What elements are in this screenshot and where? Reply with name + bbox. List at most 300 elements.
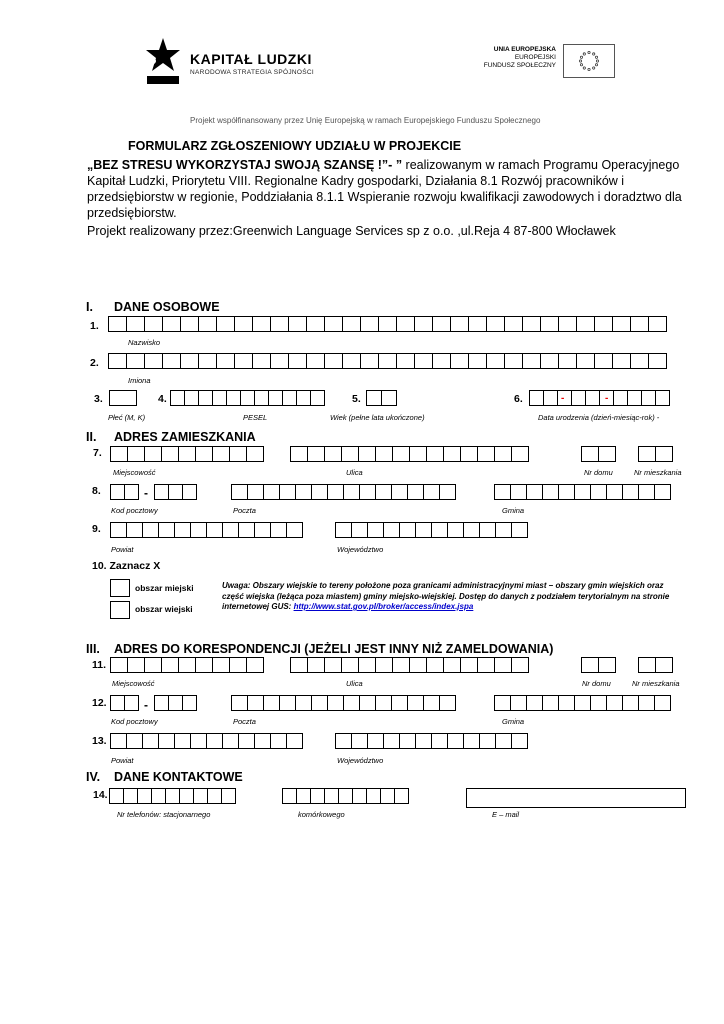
input-cell[interactable] xyxy=(638,695,655,711)
input-cell[interactable] xyxy=(282,390,297,406)
input-cell[interactable] xyxy=(182,484,197,500)
input-cell[interactable] xyxy=(252,316,271,332)
input-cell[interactable] xyxy=(581,657,599,673)
voivodeship-label: Województwo xyxy=(337,545,384,554)
input-cell[interactable] xyxy=(279,695,296,711)
input-cell[interactable] xyxy=(207,788,222,804)
input-cell[interactable] xyxy=(638,446,656,462)
input-cell[interactable] xyxy=(655,390,670,406)
input-cell[interactable] xyxy=(638,657,656,673)
input-cell[interactable] xyxy=(126,316,145,332)
input-cell[interactable] xyxy=(168,695,183,711)
input-cell[interactable] xyxy=(212,657,230,673)
input-cell[interactable] xyxy=(154,695,169,711)
input-cell[interactable] xyxy=(324,316,343,332)
input-cell[interactable] xyxy=(231,484,248,500)
input-cell[interactable] xyxy=(522,353,541,369)
input-cell[interactable] xyxy=(342,316,361,332)
input-cell[interactable] xyxy=(231,695,248,711)
input-cell[interactable] xyxy=(606,695,623,711)
input-cell[interactable] xyxy=(392,446,410,462)
input-cell[interactable] xyxy=(439,484,456,500)
input-cell[interactable] xyxy=(558,353,577,369)
input-cell[interactable] xyxy=(540,353,559,369)
input-cell[interactable] xyxy=(254,733,271,749)
input-cell[interactable] xyxy=(254,522,271,538)
input-cell[interactable] xyxy=(324,657,342,673)
input-cell[interactable] xyxy=(612,316,631,332)
input-cell[interactable] xyxy=(495,522,512,538)
input-cell[interactable] xyxy=(494,657,512,673)
input-cell[interactable] xyxy=(477,657,495,673)
mobile-input[interactable] xyxy=(282,788,408,804)
input-cell[interactable] xyxy=(426,657,444,673)
input-cell[interactable] xyxy=(221,788,236,804)
input-cell[interactable] xyxy=(127,446,145,462)
input-cell[interactable] xyxy=(399,522,416,538)
input-cell[interactable] xyxy=(460,446,478,462)
input-cell[interactable] xyxy=(654,695,671,711)
input-cell[interactable] xyxy=(558,316,577,332)
input-cell[interactable] xyxy=(270,522,287,538)
input-cell[interactable] xyxy=(144,657,162,673)
input-cell[interactable] xyxy=(380,788,395,804)
input-cell[interactable] xyxy=(542,484,559,500)
input-cell[interactable] xyxy=(510,695,527,711)
input-cell[interactable] xyxy=(158,522,175,538)
input-cell[interactable] xyxy=(511,446,529,462)
input-cell[interactable] xyxy=(529,390,544,406)
input-cell[interactable] xyxy=(375,695,392,711)
input-cell[interactable] xyxy=(252,353,271,369)
input-cell[interactable] xyxy=(542,695,559,711)
landline-input[interactable] xyxy=(109,788,235,804)
input-cell[interactable] xyxy=(394,788,409,804)
input-cell[interactable] xyxy=(184,390,199,406)
input-cell[interactable] xyxy=(234,316,253,332)
input-cell[interactable] xyxy=(263,695,280,711)
input-cell[interactable] xyxy=(247,695,264,711)
input-cell[interactable] xyxy=(460,657,478,673)
input-cell[interactable] xyxy=(358,446,376,462)
input-cell[interactable] xyxy=(216,353,235,369)
input-cell[interactable] xyxy=(540,316,559,332)
input-cell[interactable] xyxy=(174,522,191,538)
input-cell[interactable] xyxy=(378,353,397,369)
input-cell[interactable] xyxy=(431,522,448,538)
corr-voivodeship-input[interactable] xyxy=(335,733,527,749)
input-cell[interactable] xyxy=(110,657,128,673)
input-cell[interactable] xyxy=(222,522,239,538)
input-cell[interactable] xyxy=(409,657,427,673)
input-cell[interactable] xyxy=(504,353,523,369)
input-cell[interactable] xyxy=(195,446,213,462)
input-cell[interactable] xyxy=(110,522,127,538)
input-cell[interactable] xyxy=(222,733,239,749)
input-cell[interactable] xyxy=(306,316,325,332)
dob-input[interactable] xyxy=(529,390,669,406)
postal-code-part1-input[interactable] xyxy=(110,484,138,500)
input-cell[interactable] xyxy=(288,316,307,332)
input-cell[interactable] xyxy=(144,446,162,462)
input-cell[interactable] xyxy=(443,446,461,462)
gus-link[interactable]: http://www.stat.gov.pl/broker/access/index.jspa xyxy=(293,602,474,611)
sex-input[interactable] xyxy=(109,390,136,406)
input-cell[interactable] xyxy=(296,390,311,406)
input-cell[interactable] xyxy=(170,390,185,406)
input-cell[interactable] xyxy=(638,484,655,500)
input-cell[interactable] xyxy=(263,484,280,500)
input-cell[interactable] xyxy=(576,353,595,369)
input-cell[interactable] xyxy=(198,353,217,369)
input-cell[interactable] xyxy=(655,446,673,462)
corr-commune-input[interactable] xyxy=(494,695,670,711)
input-cell[interactable] xyxy=(229,446,247,462)
names-input[interactable] xyxy=(108,353,666,369)
corr-postal-code-part1-input[interactable] xyxy=(110,695,138,711)
input-cell[interactable] xyxy=(648,353,667,369)
input-cell[interactable] xyxy=(180,316,199,332)
input-cell[interactable] xyxy=(137,788,152,804)
input-cell[interactable] xyxy=(598,657,616,673)
corr-house-number-input[interactable] xyxy=(581,657,615,673)
input-cell[interactable] xyxy=(335,522,352,538)
input-cell[interactable] xyxy=(154,484,169,500)
input-cell[interactable] xyxy=(558,484,575,500)
input-cell[interactable] xyxy=(110,484,125,500)
input-cell[interactable] xyxy=(295,695,312,711)
input-cell[interactable] xyxy=(494,484,511,500)
surname-input[interactable] xyxy=(108,316,666,332)
corr-county-input[interactable] xyxy=(110,733,302,749)
input-cell[interactable] xyxy=(341,446,359,462)
input-cell[interactable] xyxy=(290,657,308,673)
input-cell[interactable] xyxy=(654,484,671,500)
input-cell[interactable] xyxy=(358,657,376,673)
input-cell[interactable] xyxy=(190,522,207,538)
input-cell[interactable] xyxy=(367,522,384,538)
field-9-number: 9. xyxy=(92,523,101,535)
street-input[interactable] xyxy=(290,446,528,462)
input-cell[interactable] xyxy=(375,657,393,673)
input-cell[interactable] xyxy=(158,733,175,749)
input-cell[interactable] xyxy=(391,484,408,500)
input-cell[interactable] xyxy=(494,446,512,462)
input-cell[interactable] xyxy=(295,484,312,500)
input-cell[interactable] xyxy=(409,446,427,462)
input-cell[interactable] xyxy=(351,733,368,749)
house-number-input[interactable] xyxy=(581,446,615,462)
input-cell[interactable] xyxy=(630,353,649,369)
input-cell[interactable] xyxy=(238,522,255,538)
corr-street-input[interactable] xyxy=(290,657,528,673)
input-cell[interactable] xyxy=(463,522,480,538)
input-cell[interactable] xyxy=(180,353,199,369)
input-cell[interactable] xyxy=(360,316,379,332)
input-cell[interactable] xyxy=(190,733,207,749)
input-cell[interactable] xyxy=(463,733,480,749)
input-cell[interactable] xyxy=(486,316,505,332)
input-cell[interactable] xyxy=(367,733,384,749)
input-cell[interactable] xyxy=(324,788,339,804)
input-cell[interactable] xyxy=(341,657,359,673)
input-cell[interactable] xyxy=(383,522,400,538)
input-cell[interactable] xyxy=(598,446,616,462)
age-input[interactable] xyxy=(366,390,396,406)
input-cell[interactable] xyxy=(511,657,529,673)
input-cell[interactable] xyxy=(286,522,303,538)
input-cell[interactable] xyxy=(479,522,496,538)
input-cell[interactable] xyxy=(407,484,424,500)
input-cell[interactable] xyxy=(246,657,264,673)
input-cell[interactable] xyxy=(342,353,361,369)
input-cell[interactable] xyxy=(216,316,235,332)
input-cell[interactable] xyxy=(447,522,464,538)
input-cell[interactable] xyxy=(110,695,125,711)
input-cell[interactable] xyxy=(396,353,415,369)
input-cell[interactable] xyxy=(571,390,586,406)
input-cell[interactable] xyxy=(613,390,628,406)
input-cell[interactable] xyxy=(307,446,325,462)
county-input[interactable] xyxy=(110,522,302,538)
input-cell[interactable] xyxy=(165,788,180,804)
input-cell[interactable] xyxy=(343,695,360,711)
input-cell[interactable] xyxy=(226,390,241,406)
input-cell[interactable] xyxy=(378,316,397,332)
input-cell[interactable] xyxy=(288,353,307,369)
input-cell[interactable] xyxy=(109,390,137,406)
input-cell[interactable] xyxy=(268,390,283,406)
input-cell[interactable] xyxy=(447,733,464,749)
voivodeship-input[interactable] xyxy=(335,522,527,538)
input-cell[interactable] xyxy=(594,353,613,369)
input-cell[interactable] xyxy=(594,316,613,332)
input-cell[interactable] xyxy=(468,316,487,332)
input-cell[interactable] xyxy=(179,788,194,804)
input-cell[interactable] xyxy=(162,316,181,332)
input-cell[interactable] xyxy=(126,353,145,369)
input-cell[interactable] xyxy=(612,353,631,369)
input-cell[interactable] xyxy=(270,353,289,369)
input-cell[interactable] xyxy=(622,484,639,500)
input-cell[interactable] xyxy=(415,733,432,749)
pesel-input[interactable] xyxy=(170,390,324,406)
input-cell[interactable] xyxy=(198,316,217,332)
input-cell[interactable] xyxy=(391,695,408,711)
input-cell[interactable] xyxy=(655,657,673,673)
input-cell[interactable] xyxy=(142,733,159,749)
input-cell[interactable] xyxy=(366,788,381,804)
input-cell[interactable] xyxy=(495,733,512,749)
corr-postal-code-part2-input[interactable] xyxy=(154,695,196,711)
input-cell[interactable] xyxy=(206,522,223,538)
input-cell[interactable] xyxy=(381,390,397,406)
input-cell[interactable] xyxy=(144,353,163,369)
input-cell[interactable] xyxy=(543,390,558,406)
input-cell[interactable] xyxy=(110,446,128,462)
input-cell[interactable] xyxy=(246,446,264,462)
input-cell[interactable] xyxy=(383,733,400,749)
input-cell[interactable] xyxy=(439,695,456,711)
input-cell[interactable] xyxy=(510,484,527,500)
input-cell[interactable] xyxy=(432,316,451,332)
input-cell[interactable] xyxy=(126,733,143,749)
input-cell[interactable] xyxy=(574,695,591,711)
corr-flat-number-input[interactable] xyxy=(638,657,672,673)
email-input[interactable] xyxy=(466,788,686,808)
input-cell[interactable] xyxy=(296,788,311,804)
input-cell[interactable] xyxy=(522,316,541,332)
input-cell[interactable] xyxy=(270,316,289,332)
input-cell[interactable] xyxy=(126,522,143,538)
commune-input[interactable] xyxy=(494,484,670,500)
input-cell[interactable] xyxy=(504,316,523,332)
input-cell[interactable] xyxy=(558,695,575,711)
input-cell[interactable] xyxy=(144,316,163,332)
input-cell[interactable] xyxy=(238,733,255,749)
input-cell[interactable] xyxy=(182,695,197,711)
input-cell[interactable] xyxy=(343,484,360,500)
input-cell[interactable] xyxy=(270,733,287,749)
input-cell[interactable] xyxy=(423,695,440,711)
input-cell[interactable] xyxy=(477,446,495,462)
post-office-input[interactable] xyxy=(231,484,455,500)
input-cell[interactable] xyxy=(443,657,461,673)
input-cell[interactable] xyxy=(399,733,416,749)
input-cell[interactable] xyxy=(195,657,213,673)
input-cell[interactable] xyxy=(174,733,191,749)
input-cell[interactable] xyxy=(581,446,599,462)
input-cell[interactable] xyxy=(415,522,432,538)
input-cell[interactable] xyxy=(306,353,325,369)
input-cell[interactable] xyxy=(432,353,451,369)
input-cell[interactable] xyxy=(479,733,496,749)
input-cell[interactable] xyxy=(352,788,367,804)
postal-code-part2-input[interactable] xyxy=(154,484,196,500)
input-cell[interactable] xyxy=(161,657,179,673)
input-cell[interactable] xyxy=(240,390,255,406)
input-cell[interactable] xyxy=(124,695,139,711)
input-cell[interactable] xyxy=(375,484,392,500)
input-cell[interactable] xyxy=(585,390,600,406)
input-cell[interactable] xyxy=(178,657,196,673)
input-cell[interactable] xyxy=(494,695,511,711)
corr-post-office-input[interactable] xyxy=(231,695,455,711)
input-cell[interactable] xyxy=(324,353,343,369)
input-cell[interactable] xyxy=(286,733,303,749)
input-cell[interactable] xyxy=(511,522,528,538)
input-cell[interactable] xyxy=(450,316,469,332)
input-cell[interactable] xyxy=(630,316,649,332)
input-cell[interactable] xyxy=(407,695,424,711)
input-cell[interactable] xyxy=(366,390,382,406)
input-cell[interactable] xyxy=(426,446,444,462)
input-cell[interactable] xyxy=(450,353,469,369)
input-cell[interactable] xyxy=(526,484,543,500)
input-cell[interactable] xyxy=(142,522,159,538)
input-cell[interactable] xyxy=(648,316,667,332)
input-cell[interactable] xyxy=(622,695,639,711)
input-cell[interactable] xyxy=(526,695,543,711)
input-cell[interactable] xyxy=(212,390,227,406)
input-cell[interactable] xyxy=(511,733,528,749)
field-8-number: 8. xyxy=(92,485,101,497)
input-cell[interactable] xyxy=(127,657,145,673)
input-cell[interactable] xyxy=(310,788,325,804)
input-cell[interactable] xyxy=(161,446,179,462)
input-cell[interactable] xyxy=(247,484,264,500)
input-cell[interactable] xyxy=(327,695,344,711)
urban-area-checkbox[interactable] xyxy=(110,579,130,597)
input-cell[interactable] xyxy=(206,733,223,749)
input-cell[interactable] xyxy=(590,484,607,500)
input-cell[interactable] xyxy=(423,484,440,500)
input-cell[interactable] xyxy=(375,446,393,462)
input-cell[interactable] xyxy=(360,353,379,369)
input-cell[interactable] xyxy=(468,353,487,369)
input-cell[interactable] xyxy=(392,657,410,673)
input-cell[interactable] xyxy=(108,353,127,369)
input-cell[interactable] xyxy=(414,316,433,332)
input-cell[interactable] xyxy=(290,446,308,462)
input-cell[interactable] xyxy=(324,446,342,462)
input-cell[interactable] xyxy=(431,733,448,749)
input-cell[interactable] xyxy=(338,788,353,804)
input-cell[interactable] xyxy=(351,522,368,538)
input-cell[interactable] xyxy=(574,484,591,500)
input-cell[interactable] xyxy=(414,353,433,369)
input-cell[interactable] xyxy=(396,316,415,332)
input-cell[interactable] xyxy=(359,695,376,711)
input-cell[interactable] xyxy=(311,695,328,711)
input-cell[interactable] xyxy=(234,353,253,369)
input-cell[interactable] xyxy=(198,390,213,406)
city-input[interactable] xyxy=(110,446,263,462)
input-cell[interactable] xyxy=(162,353,181,369)
input-cell[interactable] xyxy=(212,446,230,462)
flat-number-input[interactable] xyxy=(638,446,672,462)
input-cell[interactable] xyxy=(606,484,623,500)
input-cell[interactable] xyxy=(108,316,127,332)
corr-city-input[interactable] xyxy=(110,657,263,673)
input-cell[interactable] xyxy=(590,695,607,711)
input-cell[interactable] xyxy=(123,788,138,804)
input-cell[interactable] xyxy=(124,484,139,500)
input-cell[interactable] xyxy=(151,788,166,804)
input-cell[interactable] xyxy=(557,390,572,406)
input-cell[interactable] xyxy=(193,788,208,804)
input-cell[interactable] xyxy=(359,484,376,500)
input-cell[interactable] xyxy=(254,390,269,406)
input-cell[interactable] xyxy=(109,788,124,804)
input-cell[interactable] xyxy=(110,733,127,749)
input-cell[interactable] xyxy=(307,657,325,673)
input-cell[interactable] xyxy=(311,484,328,500)
input-cell[interactable] xyxy=(229,657,247,673)
input-cell[interactable] xyxy=(335,733,352,749)
input-cell[interactable] xyxy=(310,390,325,406)
rural-area-checkbox[interactable] xyxy=(110,601,130,619)
input-cell[interactable] xyxy=(282,788,297,804)
input-cell[interactable] xyxy=(168,484,183,500)
input-cell[interactable] xyxy=(627,390,642,406)
input-cell[interactable] xyxy=(486,353,505,369)
input-cell[interactable] xyxy=(279,484,296,500)
input-cell[interactable] xyxy=(327,484,344,500)
input-cell[interactable] xyxy=(641,390,656,406)
input-cell[interactable] xyxy=(576,316,595,332)
input-cell[interactable] xyxy=(178,446,196,462)
